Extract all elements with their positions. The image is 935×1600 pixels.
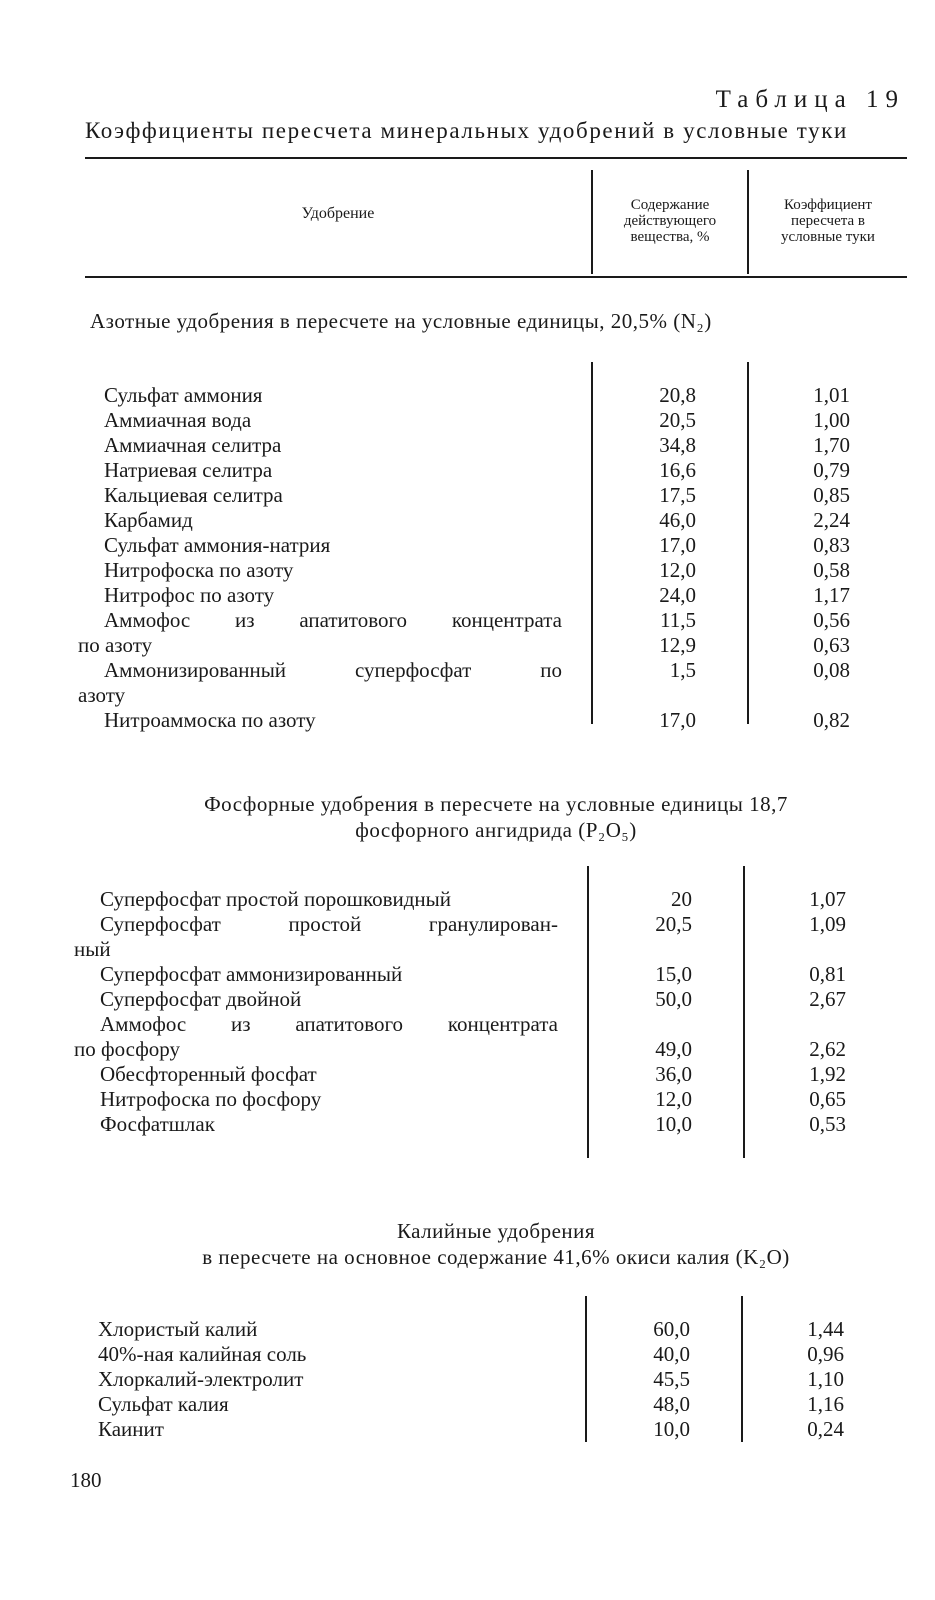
table-label: Таблица 19 — [715, 86, 905, 113]
content-value: 11,5 — [660, 608, 696, 632]
list-item-name: Суперфосфат простой гранулирован- — [100, 912, 558, 936]
coefficient-value: 1,70 — [813, 433, 850, 457]
content-value: 20,8 — [659, 383, 696, 407]
table-title: Коэффициенты пересчета минеральных удобрений в условные туки — [85, 118, 848, 143]
list-item-name: Кальциевая селитра — [104, 483, 283, 507]
content-value: 12,9 — [659, 633, 696, 657]
section-nitrogen-divider-2 — [747, 362, 749, 724]
list-item-name: Аммиачная вода — [104, 408, 252, 432]
coefficient-value: 1,07 — [809, 887, 846, 911]
list-item-name: Аммонизированный суперфосфат по — [104, 658, 562, 682]
list-item-name: 40%-ная калийная соль — [98, 1342, 307, 1366]
content-value: 17,0 — [659, 708, 696, 732]
coefficient-value: 1,01 — [813, 383, 850, 407]
coefficient-value: 0,79 — [813, 458, 850, 482]
content-value: 60,0 — [653, 1317, 690, 1341]
coefficient-value: 0,53 — [809, 1112, 846, 1136]
content-value: 48,0 — [653, 1392, 690, 1416]
section-title-line: в пересчете на основное содержание 41,6% окиси калия (K₂O) — [202, 1245, 790, 1269]
content-value: 50,0 — [655, 987, 692, 1011]
coefficient-value: 1,92 — [809, 1062, 846, 1086]
header-content-line: Содержание — [630, 197, 710, 213]
coefficient-value: 0,24 — [807, 1417, 844, 1441]
header-content-line: вещества, % — [630, 229, 710, 245]
coefficient-value: 0,96 — [807, 1342, 844, 1366]
list-item-name: Аммофос из апатитового концентрата — [100, 1012, 558, 1036]
list-item-name-continued: по азоту — [78, 633, 153, 657]
list-item-name-continued: ный — [74, 937, 111, 961]
section-nitrogen-divider-1 — [591, 362, 593, 724]
content-value: 20 — [671, 887, 692, 911]
section-title-potassium — [85, 1218, 907, 1270]
content-value: 36,0 — [655, 1062, 692, 1086]
coefficient-value: 0,83 — [813, 533, 850, 557]
list-item-name: Натриевая селитра — [104, 458, 273, 482]
list-item-name: Хлористый калий — [98, 1317, 258, 1341]
list-item-name: Каинит — [98, 1417, 164, 1441]
coefficient-value: 0,58 — [813, 558, 850, 582]
content-value: 49,0 — [655, 1037, 692, 1061]
content-value: 16,6 — [659, 458, 696, 482]
coefficient-value: 1,09 — [809, 912, 846, 936]
content-value: 12,0 — [659, 558, 696, 582]
content-value: 20,5 — [659, 408, 696, 432]
header-coefficient-line: условные туки — [781, 229, 875, 245]
header-fertilizer: Удобрение — [301, 205, 375, 222]
list-item-name: Фосфатшлак — [100, 1112, 215, 1136]
section-title-line: Калийные удобрения — [396, 1219, 596, 1243]
list-item-name: Суперфосфат простой порошковидный — [100, 887, 452, 911]
content-value: 12,0 — [655, 1087, 692, 1111]
content-value: 24,0 — [659, 583, 696, 607]
header-coefficient-line: Коэффициент — [784, 197, 872, 213]
header-top-rule — [85, 157, 907, 159]
list-item-name: Нитрофоска по фосфору — [100, 1087, 322, 1111]
content-value: 40,0 — [653, 1342, 690, 1366]
header-content-line: действующего — [623, 213, 717, 229]
page-number: 180 — [70, 1468, 102, 1492]
content-value: 10,0 — [653, 1417, 690, 1441]
content-value: 15,0 — [655, 962, 692, 986]
list-item-name: Аммиачная селитра — [104, 433, 282, 457]
content-value: 1,5 — [669, 658, 696, 682]
list-item-name: Суперфосфат аммонизированный — [100, 962, 403, 986]
header-coefficient — [749, 197, 907, 245]
coefficient-value: 0,63 — [813, 633, 850, 657]
list-item-name: Карбамид — [104, 508, 193, 532]
content-value: 46,0 — [659, 508, 696, 532]
list-item-name: Хлоркалий-электролит — [98, 1367, 304, 1391]
list-item-name: Сульфат аммония-натрия — [104, 533, 331, 557]
list-item-name-continued: по фосфору — [74, 1037, 181, 1061]
coefficient-value: 0,85 — [813, 483, 850, 507]
list-item-name: Сульфат аммония — [104, 383, 263, 407]
coefficient-value: 1,17 — [813, 583, 850, 607]
list-item-name: Суперфосфат двойной — [100, 987, 302, 1011]
section-title-line: Фосфорные удобрения в пересчете на условные единицы 18,7 — [204, 792, 788, 816]
content-value: 45,5 — [653, 1367, 690, 1391]
section-potassium-divider-2 — [741, 1296, 743, 1442]
header-bottom-rule — [85, 276, 907, 278]
coefficient-value: 2,24 — [813, 508, 850, 532]
coefficient-value: 2,67 — [809, 987, 846, 1011]
content-value: 20,5 — [655, 912, 692, 936]
list-item-name-continued: азоту — [78, 683, 126, 707]
content-value: 17,0 — [659, 533, 696, 557]
list-item-name: Нитрофоска по азоту — [104, 558, 294, 582]
section-title-phosphorus — [85, 791, 907, 843]
coefficient-value: 1,00 — [813, 408, 850, 432]
coefficient-value: 1,44 — [807, 1317, 844, 1341]
coefficient-value: 1,16 — [807, 1392, 844, 1416]
coefficient-value: 0,81 — [809, 962, 846, 986]
header-content — [593, 197, 747, 245]
coefficient-value: 0,08 — [813, 658, 850, 682]
section-phosphorus-divider-1 — [587, 866, 589, 1158]
list-item-name: Аммофос из апатитового концентрата — [104, 608, 562, 632]
section-title-line: фосфорного ангидрида (P₂O₅) — [355, 818, 637, 842]
section-phosphorus-divider-2 — [743, 866, 745, 1158]
list-item-name: Нитрофос по азоту — [104, 583, 275, 607]
content-value: 17,5 — [659, 483, 696, 507]
coefficient-value: 0,56 — [813, 608, 850, 632]
section-potassium-divider-1 — [585, 1296, 587, 1442]
content-value: 34,8 — [659, 433, 696, 457]
header-coefficient-line: пересчета в — [790, 213, 865, 229]
coefficient-value: 1,10 — [807, 1367, 844, 1391]
content-value: 10,0 — [655, 1112, 692, 1136]
list-item-name: Нитроаммоска по азоту — [104, 708, 316, 732]
coefficient-value: 0,65 — [809, 1087, 846, 1111]
coefficient-value: 0,82 — [813, 708, 850, 732]
coefficient-value: 2,62 — [809, 1037, 846, 1061]
section-title-nitrogen: Азотные удобрения в пересчете на условные единицы, 20,5% (N₂) — [90, 309, 712, 333]
list-item-name: Сульфат калия — [98, 1392, 229, 1416]
list-item-name: Обесфторенный фосфат — [100, 1062, 317, 1086]
